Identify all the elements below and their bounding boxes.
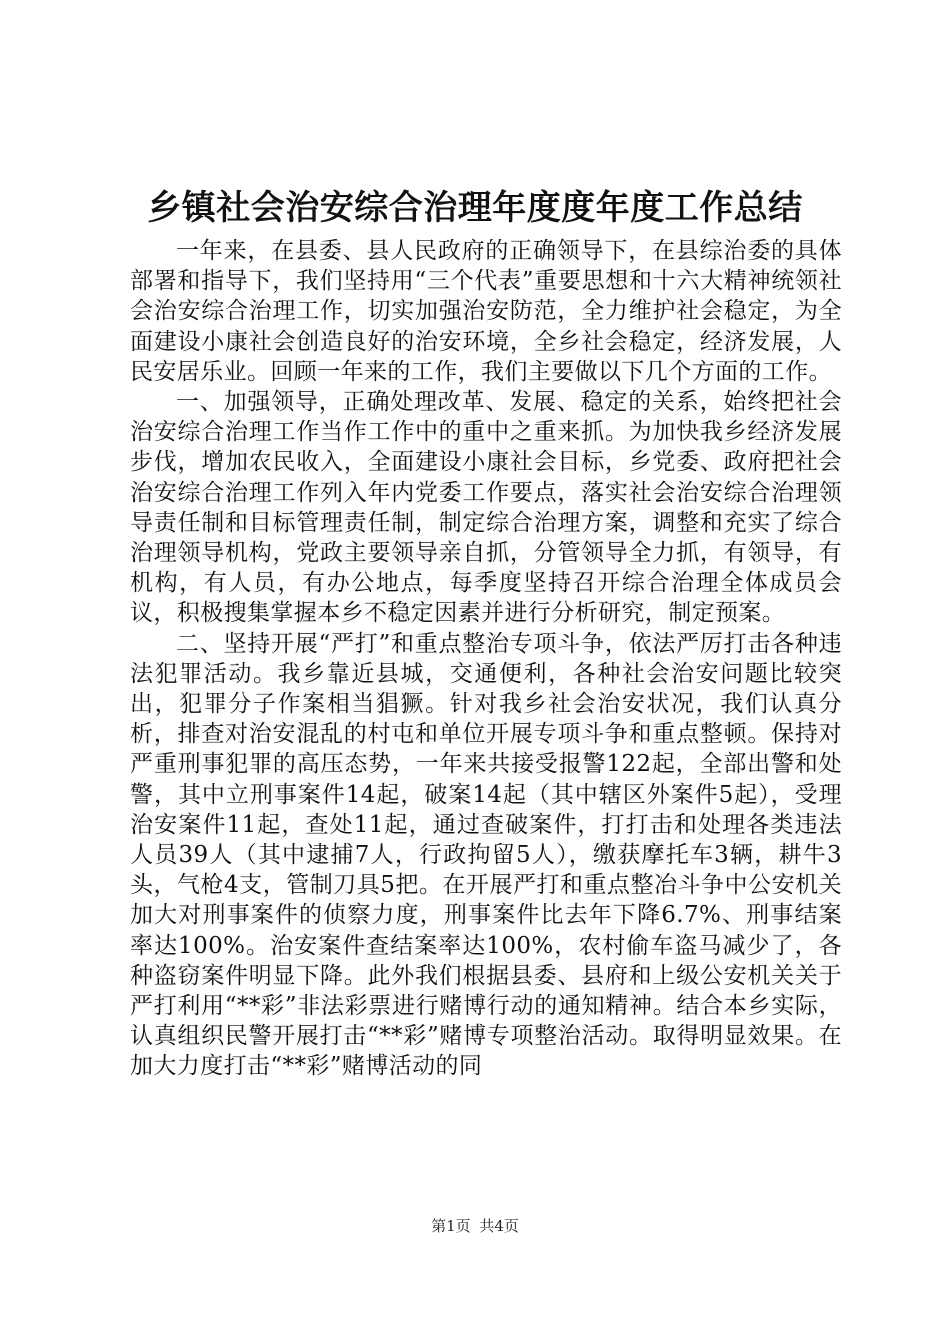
paragraph-intro: 一年来，在县委、县人民政府的正确领导下，在县综治委的具体部署和指导下，我们坚持用“三个代表”重要思想和十六大精神统领社会治安综合治理工作，切实加强治安防范，全力维护社会稳定，为全面建设小康社会创造良好的治安环境，全乡社会稳定，经济发展，人民安居乐业。回顾一年来的工作，我们主要做以下几个方面的工作。 [130,238,842,385]
paragraph-section-1: 一、加强领导，正确处理改革、发展、稳定的关系，始终把社会治安综合治理工作当作工作中的重中之重来抓。为加快我乡经济发展步伐，增加农民收入，全面建设小康社会目标，乡党委、政府把社会治安综合治理工作列入年内党委工作要点，落实社会治安综合治理领导责任制和目标管理责任制，制定综合治理方案，调整和充实了综合治理领导机构，党政主要领导亲自抓，分管领导全力抓，有领导，有机构，有人员，有办公地点，每季度坚持召开综合治理全体成员会议，积极搜集掌握本乡不稳定因素并进行分析研究，制定预案。 [130,389,842,627]
page-number-current: 第1页 [431,1217,471,1235]
document-title: 乡镇社会治安综合治理年度度年度工作总结 [147,188,803,228]
document-body [130,236,842,1082]
page-footer [0,1216,950,1236]
page-number-total: 共4页 [479,1217,519,1235]
paragraph-section-2: 二、坚持开展“严打”和重点整治专项斗争，依法严厉打击各种违法犯罪活动。我乡靠近县城，交通便利，各种社会治安问题比较突出，犯罪分子作案相当猖獗。针对我乡社会治安状况，我们认真分析，排查对治安混乱的村屯和单位开展专项斗争和重点整顿。保持对严重刑事犯罪的高压态势，一年来共接受报警122起，全部出警和处警，其中立刑事案件14起，破案14起（其中辖区外案件5起），受理治安案件11起，查处11起，通过查破案件，打打击和处理各类违法人员39人（其中逮捕7人，行政拘留5人），缴获摩托车3辆，耕牛3头，气枪4支，管制刀具5把。在开展严打和重点整冶斗争中公安机关加大对刑事案件的侦察力度，刑事案件比去年下降6.7%、刑事结案率达100%。治安案件查结案率达100%，农村偷车盗马减少了，各种盗窃案件明显下降。此外我们根据县委、县府和上级公安机关关于严打利用“**彩”非法彩票进行赌博行动的通知精神。结合本乡实际，认真组织民警开展打击“**彩”赌博专项整治活动。取得明显效果。在加大力度打击“**彩”赌博活动的同 [130,630,842,1080]
